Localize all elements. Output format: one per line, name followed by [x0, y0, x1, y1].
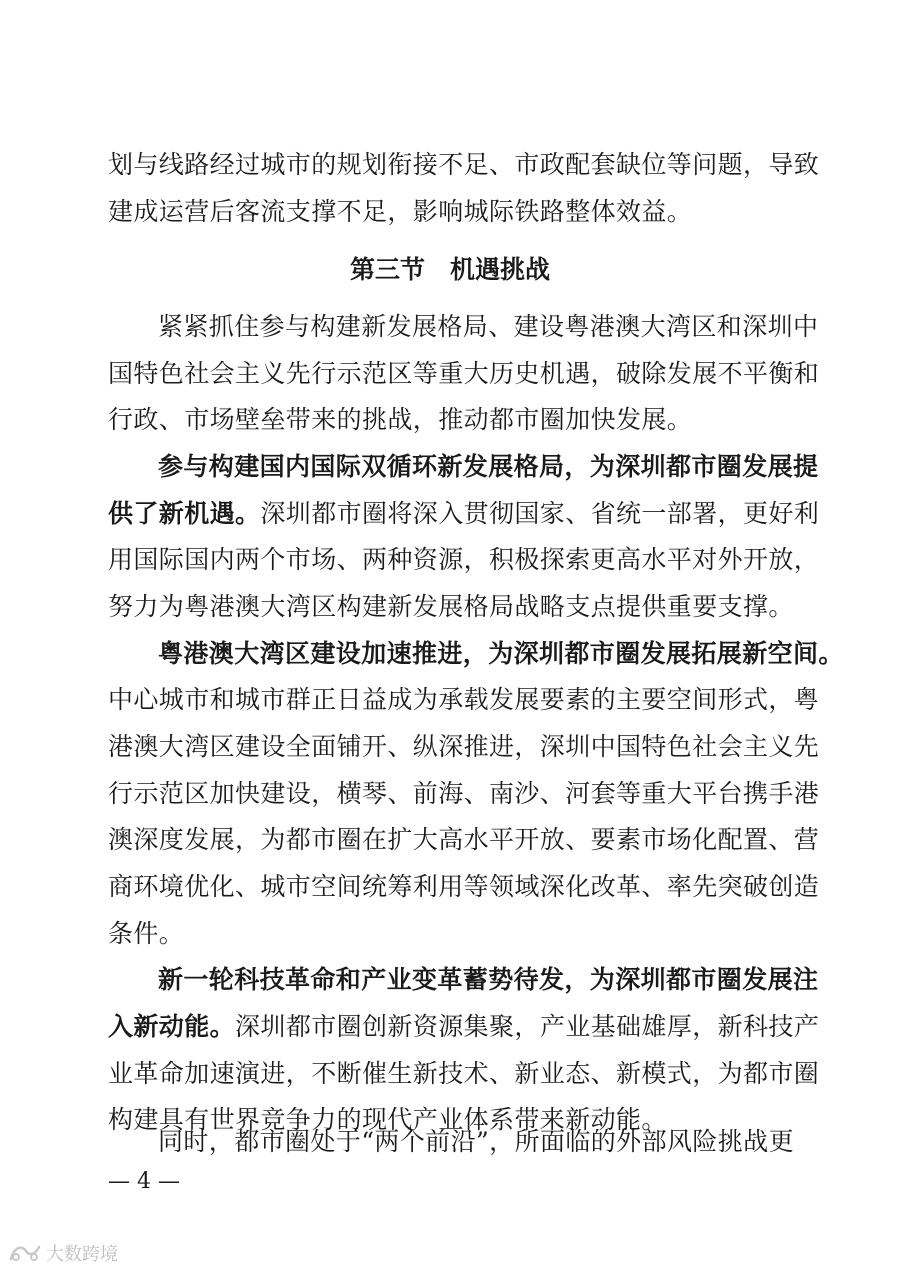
text-line: 条件。: [108, 919, 185, 948]
text-line: 商环境优化、城市空间统筹利用等领域深化改革、率先突破创造: [108, 872, 820, 901]
mixed-line: [108, 492, 820, 536]
text-line: 划与线路经过城市的规划衔接不足、市政配套缺位等问题，导致: [108, 150, 820, 179]
text-line: 建成运营后客流支撑不足，影响城际铁路整体效益。: [108, 197, 693, 226]
paragraph-first-line: 紧紧抓住参与构建新发展格局、建设粤港澳大湾区和深圳中: [158, 312, 819, 341]
text-line: 努力为粤港澳大湾区构建新发展格局战略支点提供重要支撑。: [108, 592, 794, 621]
bold-lead-text: 供了新机遇。: [108, 499, 261, 528]
body-text: 深圳都市圈将深入贯彻国家、省统一部署，更好利: [260, 499, 820, 528]
paragraph-first-line: 同时，都市圈处于“两个前沿”，所面临的外部风险挑战更: [158, 1127, 794, 1156]
text-line: 港澳大湾区建设全面铺开、纵深推进，深圳中国特色社会主义先: [108, 732, 820, 761]
bold-heading-line: 粤港澳大湾区建设加速推进，为深圳都市圈发展拓展新空间。: [158, 639, 844, 668]
mixed-line: [108, 1005, 820, 1049]
page-number: — 4 —: [108, 1169, 180, 1194]
bold-lead-text: 入新动能。: [108, 1012, 236, 1041]
text-line: 用国际国内两个市场、两种资源，积极探索更高水平对外开放，: [108, 545, 820, 574]
text-line: 国特色社会主义先行示范区等重大历史机遇，破除发展不平衡和: [108, 359, 820, 388]
text-line: 构建具有世界竞争力的现代产业体系带来新动能。: [108, 1105, 667, 1134]
text-line: 行政、市场壁垒带来的挑战，推动都市圈加快发展。: [108, 405, 693, 434]
text-line: 行示范区加快建设，横琴、前海、南沙、河套等重大平台携手港: [108, 779, 820, 808]
text-line: 中心城市和城市群正日益成为承载发展要素的主要空间形式，粤: [108, 685, 820, 714]
watermark-text: 大数跨境: [46, 1244, 118, 1265]
watermark: [8, 1238, 118, 1268]
body-text: 深圳都市圈创新资源集聚，产业基础雄厚，新科技产: [235, 1012, 820, 1041]
text-line: 澳深度发展，为都市圈在扩大高水平开放、要素市场化配置、营: [108, 825, 820, 854]
bold-heading-line: 新一轮科技革命和产业变革蓄势待发，为深圳都市圈发展注: [158, 965, 819, 994]
bold-heading-line: 参与构建国内国际双循环新发展格局，为深圳都市圈发展提: [158, 452, 819, 481]
section-title: 第三节 机遇挑战: [349, 255, 550, 284]
text-line: 业革命加速演进，不断催生新技术、新业态、新模式，为都市圈: [108, 1059, 820, 1088]
watermark-logo-icon: [8, 1241, 42, 1265]
